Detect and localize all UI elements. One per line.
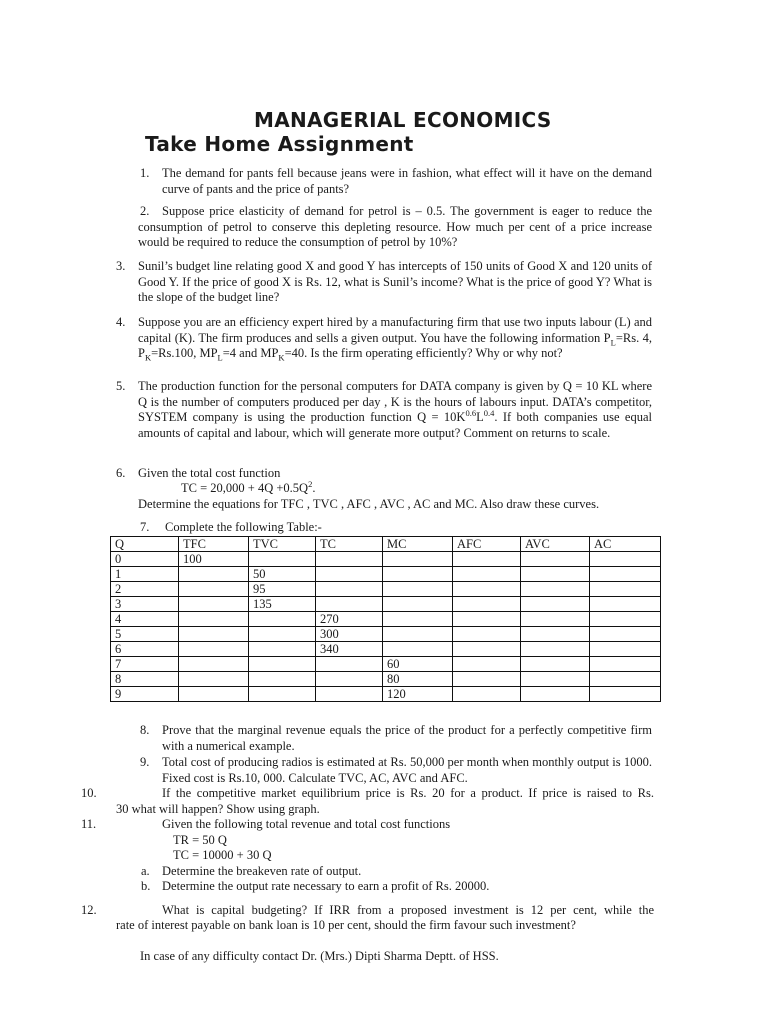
table-cell: [316, 552, 383, 567]
table-cell: [249, 612, 316, 627]
table-cell: 0: [111, 552, 179, 567]
table-cell: 4: [111, 612, 179, 627]
table-cell: [453, 552, 521, 567]
table-cell: [453, 612, 521, 627]
table-cell: [453, 672, 521, 687]
table-row: [111, 627, 661, 642]
document-subtitle: Take Home Assignment: [145, 132, 414, 156]
table-cell: [521, 612, 590, 627]
table-row: [111, 657, 661, 672]
table-cell: [383, 612, 453, 627]
table-cell: [590, 642, 661, 657]
table-cell: [590, 672, 661, 687]
table-row: [111, 552, 661, 567]
table-cell: 7: [111, 657, 179, 672]
table-cell: [521, 597, 590, 612]
table-cell: [383, 582, 453, 597]
question-10-line-2: 30 what will happen? Show using graph.: [116, 802, 320, 816]
table-cell: 60: [383, 657, 453, 672]
table-row: [111, 642, 661, 657]
table-cell: 340: [316, 642, 383, 657]
question-10-number: 10.: [81, 786, 97, 800]
question-11-tc: TC = 10000 + 30 Q: [173, 848, 272, 862]
table-cell: [383, 552, 453, 567]
table-cell: 9: [111, 687, 179, 702]
table-cell: [249, 627, 316, 642]
table-cell: [179, 567, 249, 582]
table-cell: [590, 687, 661, 702]
question-6-number: 6.: [116, 466, 126, 480]
question-12-number: 12.: [81, 903, 97, 917]
question-11-line-1: Given the following total revenue and total cost functions: [162, 817, 451, 831]
question-8-number: 8.: [140, 723, 150, 737]
table-cell: [179, 687, 249, 702]
table-cell: [521, 672, 590, 687]
table-row: [111, 567, 661, 582]
table-cell: [453, 582, 521, 597]
table-header-q: Q: [111, 537, 179, 552]
table-cell: [521, 582, 590, 597]
table-header-afc: AFC: [453, 537, 521, 552]
table-cell: [590, 597, 661, 612]
question-11-tr: TR = 50 Q: [173, 833, 227, 847]
question-11-a-label: a.: [141, 864, 150, 878]
question-4-text: Suppose you are an efficiency expert hired by a manufacturing firm that use two inputs labour (L) and capital (K). The firm produces and sells a given output. You have the following information $P_L=Rs$. 4, $P_K=Rs.100$, $MP_L=4$ and $MP_K=40$. Is the firm operating efficiently? Why or why not?: [138, 315, 652, 363]
table-row: [111, 672, 661, 687]
table-cell: 300: [316, 627, 383, 642]
table-cell: [179, 672, 249, 687]
table-cell: [249, 552, 316, 567]
table-cell: 8: [111, 672, 179, 687]
question-9-number: 9.: [140, 755, 150, 769]
table-cell: 3: [111, 597, 179, 612]
table-cell: 50: [249, 567, 316, 582]
question-12-line-2: rate of interest payable on bank loan is 10 per cent, should the firm favour such investment?: [116, 918, 576, 932]
question-12-line-1: What is capital budgeting? If IRR from a proposed investment is 12 per cent, while the: [162, 903, 654, 917]
question-2-number: 2.: [140, 204, 150, 218]
table-cell: [590, 627, 661, 642]
table-cell: [453, 597, 521, 612]
table-header-tc: TC: [316, 537, 383, 552]
table-cell: [521, 567, 590, 582]
table-cell: [179, 657, 249, 672]
table-cell: 120: [383, 687, 453, 702]
document-title: MANAGERIAL ECONOMICS: [254, 108, 552, 132]
table-cell: 100: [179, 552, 249, 567]
table-row: [111, 597, 661, 612]
table-row: [111, 582, 661, 597]
table-cell: [316, 567, 383, 582]
table-cell: 135: [249, 597, 316, 612]
table-header-tvc: TVC: [249, 537, 316, 552]
question-3-number: 3.: [116, 259, 126, 273]
table-cell: 270: [316, 612, 383, 627]
table-row: [111, 687, 661, 702]
question-2-text: Suppose price elasticity of demand for petrol is – 0.5. The government is eager to reduce the consumption of petrol to conserve this depleting resource. How much per cent of a price increase would be required to reduce the consumption of petrol by 10%?: [138, 204, 652, 249]
table-header-tfc: TFC: [179, 537, 249, 552]
question-7-text: Complete the following Table:-: [165, 520, 322, 534]
question-4-number: 4.: [116, 315, 126, 329]
question-11-number: 11.: [81, 817, 97, 831]
table-cell: 2: [111, 582, 179, 597]
table-cell: 1: [111, 567, 179, 582]
table-cell: [383, 597, 453, 612]
contact-note: In case of any difficulty contact Dr. (Mrs.) Dipti Sharma Deptt. of HSS.: [140, 949, 499, 963]
table-cell: [179, 612, 249, 627]
table-cell: [179, 627, 249, 642]
table-cell: 95: [249, 582, 316, 597]
table-cell: 6: [111, 642, 179, 657]
question-1-number: 1.: [140, 166, 150, 180]
table-cell: [316, 672, 383, 687]
table-cell: [179, 597, 249, 612]
table-cell: [249, 657, 316, 672]
table-header-ac: AC: [590, 537, 661, 552]
table-cell: [521, 627, 590, 642]
cost-table: [110, 536, 661, 702]
table-header-mc: MC: [383, 537, 453, 552]
table-cell: [521, 657, 590, 672]
table-cell: 5: [111, 627, 179, 642]
table-cell: [521, 552, 590, 567]
question-6-line-3: Determine the equations for TFC , TVC , AFC , AVC , AC and MC. Also draw these curves.: [138, 497, 600, 511]
table-cell: [453, 642, 521, 657]
question-5-text: The production function for the personal computers for DATA company is given by Q = 10 KL where Q is the number of computers produced per day , K is the hours of labours input. DATA’s competitor, SYSTEM company is using the production function $Q = 10K^{0.6}L^{0.4}$. If both companies use equal amounts of capital and labour, which will generate more output? Comment on returns to scale.: [138, 379, 653, 440]
question-10-line-1: If the competitive market equilibrium price is Rs. 20 for a product. If price is raised to Rs.: [162, 786, 654, 800]
table-cell: [249, 642, 316, 657]
table-cell: [179, 642, 249, 657]
question-9-text: Total cost of producing radios is estimated at Rs. 50,000 per month when monthly output is 1000. Fixed cost is Rs.10, 000. Calculate TVC, AC, AVC and AFC.: [162, 755, 652, 785]
question-7-number: 7.: [140, 520, 150, 534]
table-cell: [590, 612, 661, 627]
question-6-line-1: Given the total cost function: [138, 466, 281, 480]
table-row: [111, 612, 661, 627]
table-cell: 80: [383, 672, 453, 687]
table-cell: [453, 627, 521, 642]
table-cell: [383, 642, 453, 657]
table-header-row: [111, 537, 661, 552]
table-cell: [249, 672, 316, 687]
table-cell: [453, 687, 521, 702]
question-11-b-text: Determine the output rate necessary to earn a profit of Rs. 20000.: [162, 879, 490, 893]
question-5-number: 5.: [116, 379, 126, 393]
table-cell: [179, 582, 249, 597]
question-11-a-text: Determine the breakeven rate of output.: [162, 864, 362, 878]
table-cell: [249, 687, 316, 702]
table-cell: [590, 552, 661, 567]
question-1-text: The demand for pants fell because jeans were in fashion, what effect will it have on the demand curve of pants and the price of pants?: [162, 166, 652, 196]
question-3-text: Sunil’s budget line relating good X and good Y has intercepts of 150 units of Good X and 120 units of Good Y. If the price of good X is Rs. 12, what is Sunil’s income? What is the price of good Y? What is the slope of the budget line?: [138, 259, 652, 304]
table-cell: [521, 687, 590, 702]
table-cell: [316, 687, 383, 702]
question-8-text: Prove that the marginal revenue equals the price of the product for a perfectly competitive firm with a numerical example.: [162, 723, 652, 753]
table-cell: [590, 582, 661, 597]
table-cell: [316, 582, 383, 597]
table-header-avc: AVC: [521, 537, 590, 552]
table-cell: [316, 597, 383, 612]
table-cell: [521, 642, 590, 657]
table-cell: [383, 567, 453, 582]
table-cell: [383, 627, 453, 642]
question-11-b-label: b.: [141, 879, 151, 893]
table-cell: [453, 567, 521, 582]
table-cell: [590, 567, 661, 582]
question-6-equation: TC = $20,000 + 4Q +0.5Q^2$.: [181, 478, 316, 495]
table-cell: [590, 657, 661, 672]
table-cell: [453, 657, 521, 672]
table-cell: [316, 657, 383, 672]
